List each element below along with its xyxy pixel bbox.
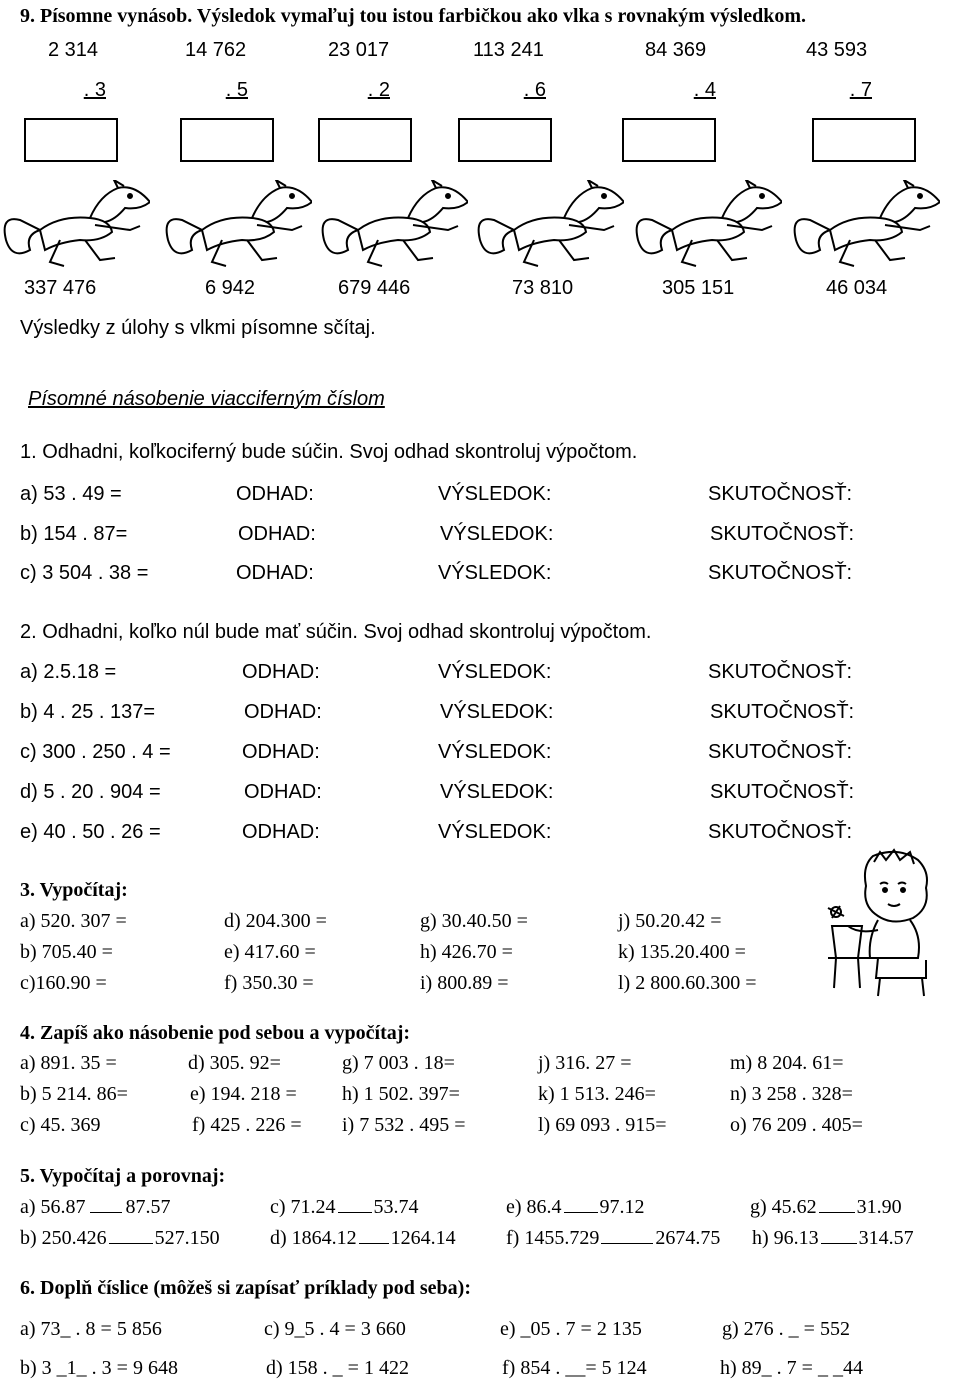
ex3-e: e) 417.60 = (224, 941, 316, 963)
wolf-6[interactable] (790, 180, 940, 270)
wolf-2[interactable] (162, 180, 312, 270)
answer-box-5[interactable] (622, 118, 716, 162)
ex3-k: k) 135.20.400 = (618, 941, 746, 963)
ex3-h: h) 426.70 = (420, 941, 513, 963)
ex5-g-left: g) 45.62 (750, 1196, 817, 1218)
ex5-d-blank[interactable] (359, 1227, 389, 1244)
ex5-f-right: 2674.75 (655, 1227, 721, 1249)
ex3-c: c)160.90 = (20, 972, 107, 994)
top-number-1: 2 314 (48, 39, 99, 61)
section-title: Písomné násobenie viacciferným číslom (28, 388, 385, 410)
ex2-a-expr: a) 2.5.18 = (20, 661, 117, 683)
ex6-b: b) 3 _1_ . 3 = 9 648 (20, 1357, 178, 1379)
ex4-h: h) 1 502. 397= (342, 1083, 460, 1105)
ex5-c-blank[interactable] (338, 1196, 372, 1213)
ex5-title: 5. Vypočítaj a porovnaj: (20, 1165, 226, 1187)
ex1-c-expr: c) 3 504 . 38 = (20, 562, 149, 584)
ex9-title: 9. Písomne vynásob. Výsledok vymaľuj tou istou farbičkou ako vlka s rovnakým výsledkom. (20, 5, 806, 27)
ex5-e-right: 97.12 (599, 1196, 645, 1218)
ex3-b: b) 705.40 = (20, 941, 113, 963)
ex5-b (20, 1227, 220, 1248)
ex2-c-vysledok: VÝSLEDOK: (438, 741, 552, 763)
ex5-b-right: 527.150 (154, 1227, 220, 1249)
wolf-result-6: 46 034 (826, 277, 888, 299)
ex5-a-right: 87.57 (125, 1196, 171, 1218)
multiplier-3: . 2 (367, 79, 390, 101)
answer-box-6[interactable] (812, 118, 916, 162)
ex4-g: g) 7 003 . 18= (342, 1052, 455, 1074)
top-number-4: 113 241 (473, 39, 544, 61)
ex5-h (752, 1227, 914, 1248)
multiplier-4: . 6 (523, 79, 546, 101)
ex3-f: f) 350.30 = (224, 972, 314, 994)
ex2-d-odhad: ODHAD: (244, 781, 322, 803)
ex5-g-right: 31.90 (856, 1196, 902, 1218)
ex5-g (750, 1196, 902, 1217)
ex4-e: e) 194. 218 = (190, 1083, 297, 1105)
ex5-a-blank[interactable] (90, 1196, 122, 1213)
ex2-e-expr: e) 40 . 50 . 26 = (20, 821, 161, 843)
ex2-e-odhad: ODHAD: (242, 821, 320, 843)
ex3-i: i) 800.89 = (420, 972, 509, 994)
ex2-a-odhad: ODHAD: (242, 661, 320, 683)
ex3-a: a) 520. 307 = (20, 910, 127, 932)
ex5-h-blank[interactable] (821, 1227, 857, 1244)
ex5-c-right: 53.74 (373, 1196, 419, 1218)
ex5-a-left: a) 56.87 (20, 1196, 86, 1218)
ex4-o: o) 76 209 . 405= (730, 1114, 863, 1136)
ex1-c-skut: SKUTOČNOSŤ: (708, 562, 853, 584)
ex2-c-skut: SKUTOČNOSŤ: (708, 741, 853, 763)
ex5-d (270, 1227, 456, 1248)
ex2-title: 2. Odhadni, koľko núl bude mať súčin. Svoj odhad skontroluj výpočtom. (20, 621, 652, 643)
top-number-3: 23 017 (328, 39, 390, 61)
ex2-c-odhad: ODHAD: (242, 741, 320, 763)
ex2-e-skut: SKUTOČNOSŤ: (708, 821, 853, 843)
ex1-a-vysledok: VÝSLEDOK: (438, 483, 552, 505)
ex1-b-vysledok: VÝSLEDOK: (440, 523, 554, 545)
answer-box-1[interactable] (24, 118, 118, 162)
ex2-b-vysledok: VÝSLEDOK: (440, 701, 554, 723)
multiplier-2: . 5 (225, 79, 248, 101)
ex1-b-skut: SKUTOČNOSŤ: (710, 523, 855, 545)
ex5-g-blank[interactable] (819, 1196, 855, 1213)
ex4-b: b) 5 214. 86= (20, 1083, 128, 1105)
wolf-5[interactable] (632, 180, 782, 270)
ex6-e: e) _05 . 7 = 2 135 (500, 1318, 642, 1340)
top-number-5: 84 369 (645, 39, 707, 61)
ex6-c: c) 9_5 . 4 = 3 660 (264, 1318, 406, 1340)
ex2-a-skut: SKUTOČNOSŤ: (708, 661, 853, 683)
ex5-c-left: c) 71.24 (270, 1196, 336, 1218)
multiplier-6: . 7 (849, 79, 872, 101)
ex5-e-blank[interactable] (564, 1196, 598, 1213)
wolf-4[interactable] (474, 180, 624, 270)
wolf-result-5: 305 151 (662, 277, 735, 299)
top-number-2: 14 762 (185, 39, 247, 61)
ex5-a (20, 1196, 171, 1217)
ex5-f (506, 1227, 720, 1248)
ex5-e (506, 1196, 645, 1217)
ex5-b-blank[interactable] (109, 1227, 153, 1244)
ex4-d: d) 305. 92= (188, 1052, 281, 1074)
wolf-3[interactable] (318, 180, 468, 270)
ex4-c: c) 45. 369 (20, 1114, 101, 1136)
multiplier-1: . 3 (83, 79, 106, 101)
ex1-c-vysledok: VÝSLEDOK: (438, 562, 552, 584)
ex2-b-odhad: ODHAD: (244, 701, 322, 723)
ex2-b-expr: b) 4 . 25 . 137= (20, 701, 156, 723)
ex5-f-blank[interactable] (601, 1227, 653, 1244)
ex3-g: g) 30.40.50 = (420, 910, 528, 932)
child-illustration (818, 848, 958, 998)
ex5-f-left: f) 1455.729 (506, 1227, 600, 1249)
ex4-n: n) 3 258 . 328= (730, 1083, 853, 1105)
ex3-d: d) 204.300 = (224, 910, 327, 932)
ex4-a: a) 891. 35 = (20, 1052, 117, 1074)
ex2-a-vysledok: VÝSLEDOK: (438, 661, 552, 683)
ex4-k: k) 1 513. 246= (538, 1083, 656, 1105)
ex1-b-odhad: ODHAD: (238, 523, 316, 545)
ex2-c-expr: c) 300 . 250 . 4 = (20, 741, 171, 763)
ex4-i: i) 7 532 . 495 = (342, 1114, 466, 1136)
ex5-c (270, 1196, 419, 1217)
ex6-a: a) 73_ . 8 = 5 856 (20, 1318, 162, 1340)
ex3-l: l) 2 800.60.300 = (618, 972, 757, 994)
ex2-b-skut: SKUTOČNOSŤ: (710, 701, 855, 723)
ex5-d-left: d) 1864.12 (270, 1227, 357, 1249)
answer-box-3[interactable] (318, 118, 412, 162)
ex1-a-skut: SKUTOČNOSŤ: (708, 483, 853, 505)
wolf-result-3: 679 446 (338, 277, 411, 299)
ex1-title: 1. Odhadni, koľkociferný bude súčin. Svoj odhad skontroluj výpočtom. (20, 441, 638, 463)
answer-box-4[interactable] (458, 118, 552, 162)
ex2-d-vysledok: VÝSLEDOK: (440, 781, 554, 803)
ex3-j: j) 50.20.42 = (618, 910, 722, 932)
ex1-b-expr: b) 154 . 87= (20, 523, 128, 545)
ex1-c-odhad: ODHAD: (236, 562, 314, 584)
ex5-h-right: 314.57 (858, 1227, 914, 1249)
wolf-1[interactable] (0, 180, 150, 270)
ex1-a-expr: a) 53 . 49 = (20, 483, 122, 505)
ex6-f: f) 854 . __= 5 124 (502, 1357, 647, 1379)
ex1-a-odhad: ODHAD: (236, 483, 314, 505)
answer-box-2[interactable] (180, 118, 274, 162)
wolf-result-1: 337 476 (24, 277, 97, 299)
ex6-d: d) 158 . _ = 1 422 (266, 1357, 409, 1379)
ex2-d-expr: d) 5 . 20 . 904 = (20, 781, 161, 803)
ex6-g: g) 276 . _ = 552 (722, 1318, 850, 1340)
ex4-l: l) 69 093 . 915= (538, 1114, 667, 1136)
wolf-result-4: 73 810 (512, 277, 574, 299)
ex5-h-left: h) 96.13 (752, 1227, 819, 1249)
wolf-result-2: 6 942 (205, 277, 256, 299)
ex5-b-left: b) 250.426 (20, 1227, 107, 1249)
ex4-title: 4. Zapíš ako násobenie pod sebou a vypočítaj: (20, 1022, 411, 1044)
ex4-j: j) 316. 27 = (538, 1052, 632, 1074)
ex5-e-left: e) 86.4 (506, 1196, 562, 1218)
ex4-f: f) 425 . 226 = (192, 1114, 302, 1136)
ex6-title: 6. Doplň číslice (môžeš si zapísať príklady pod seba): (20, 1277, 471, 1299)
ex3-title: 3. Vypočítaj: (20, 879, 128, 901)
ex4-m: m) 8 204. 61= (730, 1052, 844, 1074)
multiplier-5: . 4 (693, 79, 716, 101)
ex2-e-vysledok: VÝSLEDOK: (438, 821, 552, 843)
ex2-d-skut: SKUTOČNOSŤ: (710, 781, 855, 803)
ex9-footer: Výsledky z úlohy s vlkmi písomne sčítaj. (20, 317, 376, 339)
ex6-h: h) 89_ . 7 = _ _44 (720, 1357, 863, 1379)
ex5-d-right: 1264.14 (390, 1227, 456, 1249)
top-number-6: 43 593 (806, 39, 868, 61)
